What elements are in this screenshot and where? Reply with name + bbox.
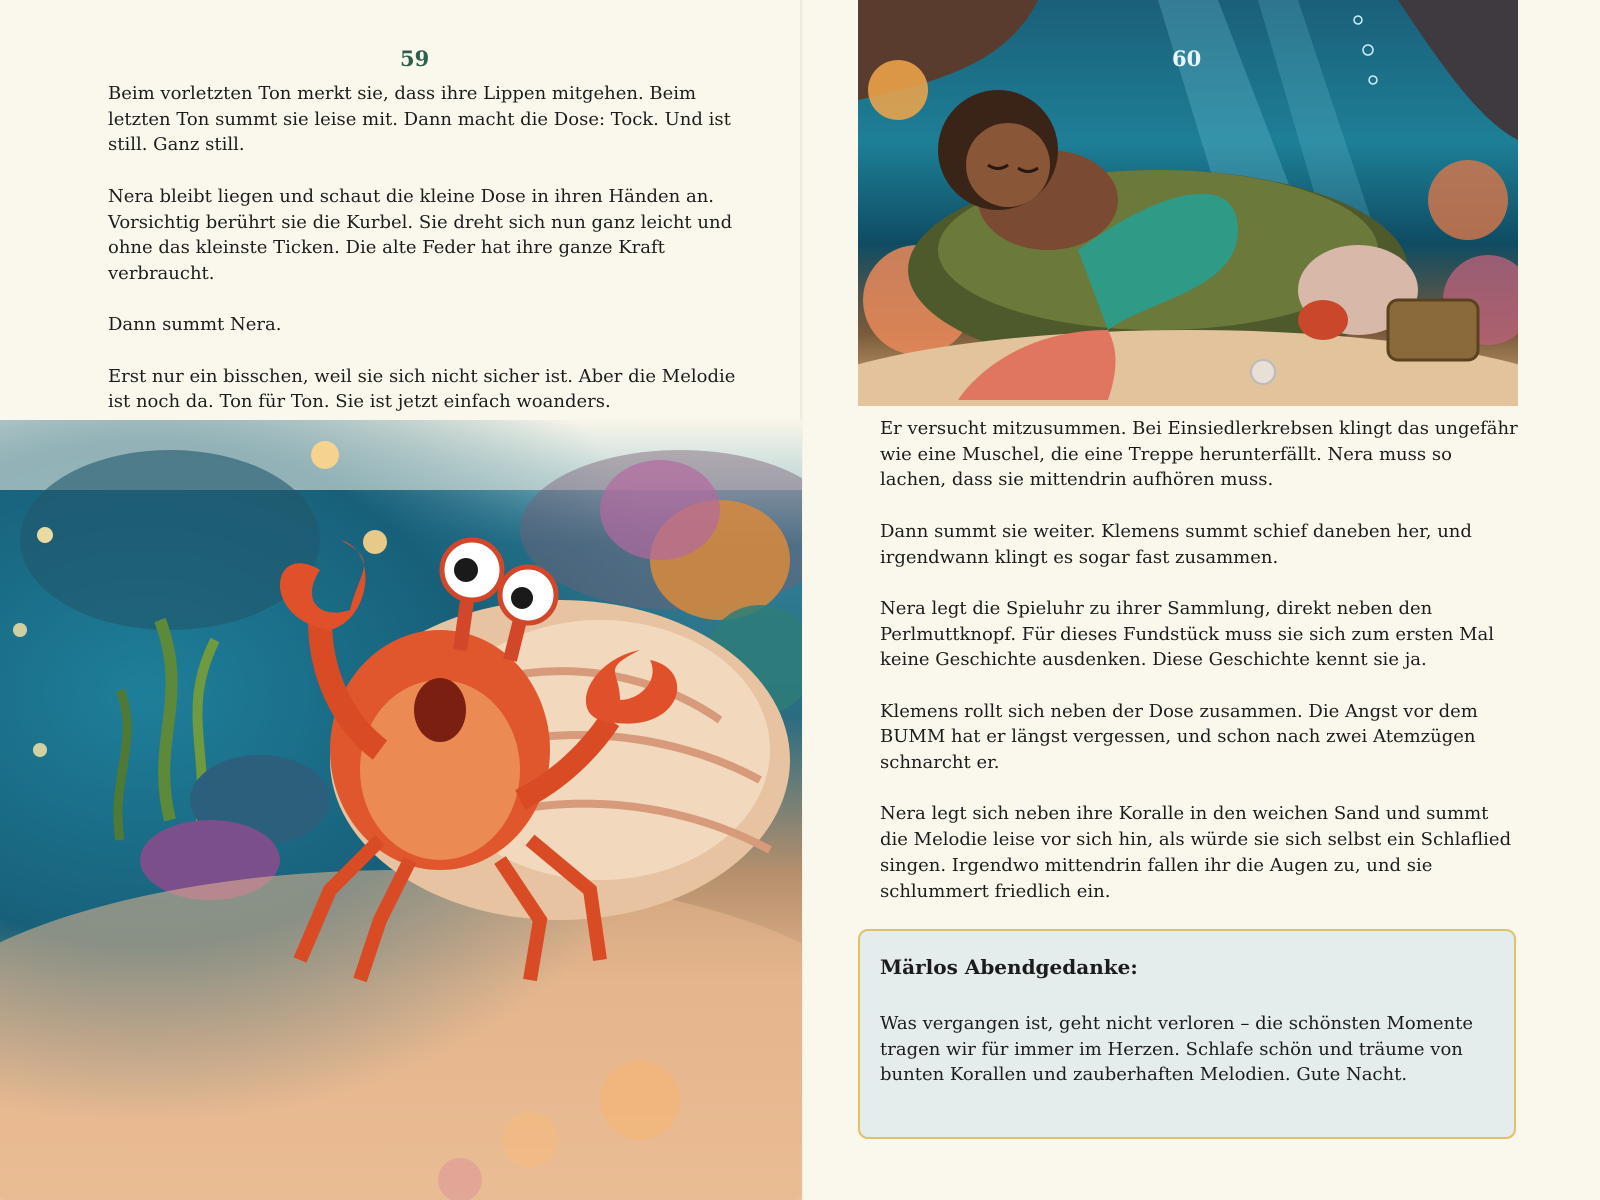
right-page-text: [880, 416, 1520, 930]
evening-thought-box: [858, 929, 1516, 1139]
thought-box-text: Was vergangen ist, geht nicht verloren – die schönsten Momente tragen wir für immer im Herzen. Schlafe schön und träume von bunten Korallen und zauberhaften Melodien. Gute Nacht.: [880, 1013, 1473, 1086]
thought-box-title: Märlos Abendgedanke:: [880, 955, 1138, 979]
paragraph: Er versucht mitzusummen. Bei Einsiedlerkrebsen klingt das ungefähr wie eine Muschel, die eine Treppe herunterfällt. Nera muss so lachen, dass sie mittendrin aufhören muss.: [880, 418, 1518, 491]
page-number-right: 60: [1172, 46, 1202, 71]
hermit-crab-icon: [0, 420, 802, 1200]
paragraph: Erst nur ein bisschen, weil sie sich nicht sicher ist. Aber die Melodie ist noch da. Ton für Ton. Sie ist jetzt einfach woanders.: [108, 365, 736, 413]
paragraph: Klemens rollt sich neben der Dose zusammen. Die Angst vor dem BUMM hat er längst vergessen, und schon nach zwei Atemzügen schnarcht er.: [880, 700, 1478, 774]
paragraph: Nera legt die Spieluhr zu ihrer Sammlung, direkt neben den Perlmuttknopf. Für dieses Fundstück muss sie sich zum ersten Mal keine Geschichte ausdenken. Diese Geschichte kennt sie ja.: [880, 597, 1495, 671]
paragraph: Beim vorletzten Ton merkt sie, dass ihre Lippen mitgehen. Beim letzten Ton summt sie leise mit. Dann macht die Dose: Tock. Und ist still. Ganz still.: [108, 83, 731, 156]
left-page-text: [108, 81, 748, 441]
paragraph: Dann summt Nera.: [108, 314, 282, 336]
paragraph: Dann summt sie weiter. Klemens summt schief daneben her, und irgendwann klingt es sogar fast zusammen.: [880, 520, 1472, 568]
paragraph: Nera bleibt liegen und schaut die kleine Dose in ihren Händen an. Vorsichtig berührt sie die Kurbel. Sie dreht sich nun ganz leicht und ohne das kleinste Ticken. Die alte Feder hat ihre ganze Kraft verbraucht.: [108, 185, 733, 284]
hermit-crab-illustration: [0, 420, 802, 1200]
page-number-left: 59: [400, 46, 430, 71]
paragraph: Nera legt sich neben ihre Koralle in den weichen Sand und summt die Melodie leise vor sich hin, als würde sie sich selbst ein Schlaflied singen. Irgendwo mittendrin fallen ihr die Augen zu, und sie schlummert friedlich ein.: [880, 803, 1512, 902]
